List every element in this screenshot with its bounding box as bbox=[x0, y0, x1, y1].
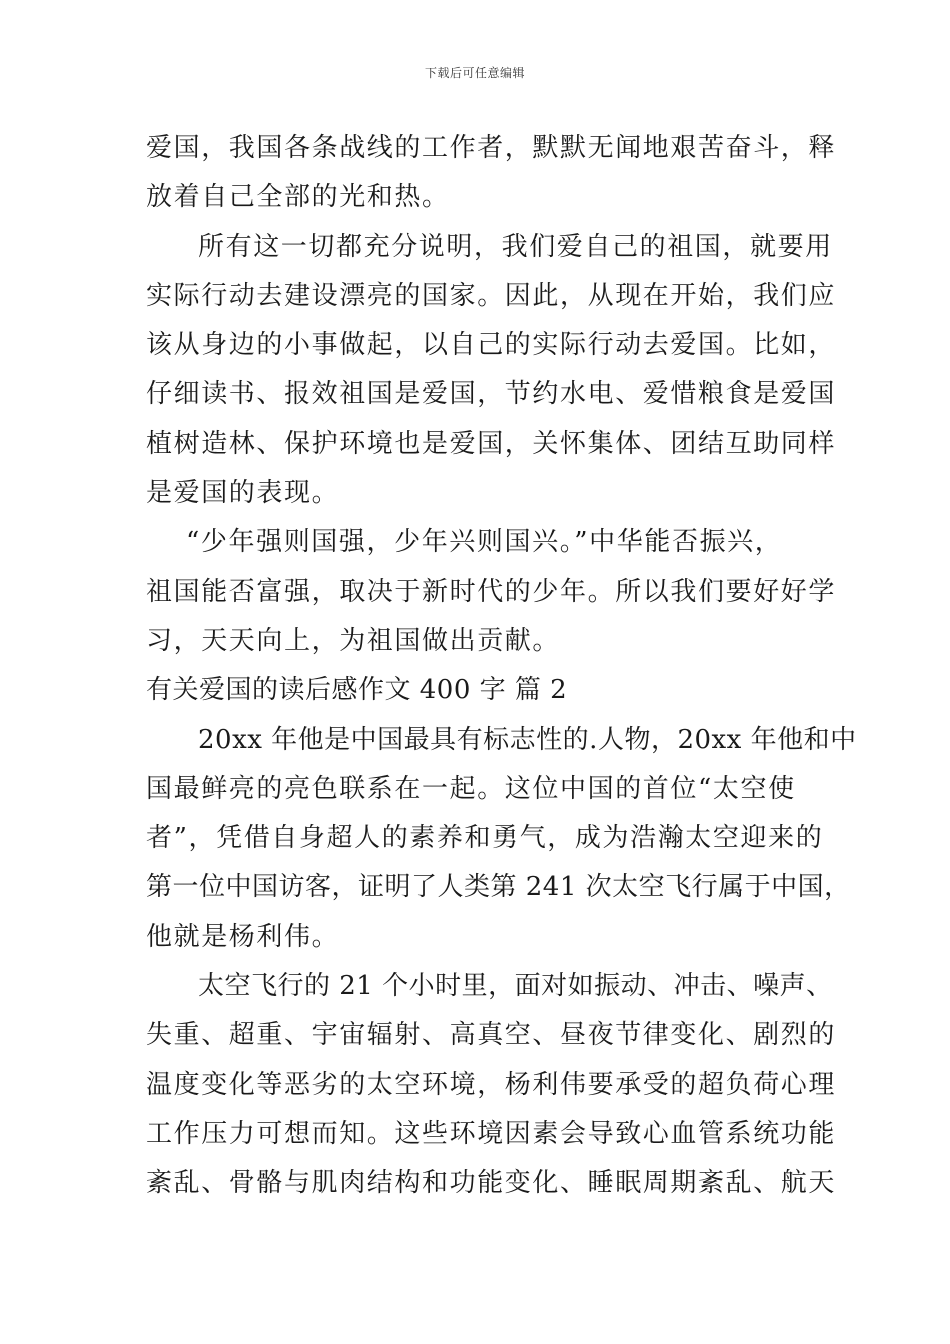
text-line: 仔细读书、报效祖国是爱国，节约水电、爱惜粮食是爱国 bbox=[146, 379, 837, 410]
text-line: 工作压力可想而知。这些环境因素会导致心血管系统功能 bbox=[146, 1118, 837, 1149]
paragraph-start-line: “少年强则国强，少年兴则国兴。”中华能否振兴， bbox=[186, 527, 783, 558]
section-heading: 有关爱国的读后感作文 400 字 篇 2 bbox=[146, 675, 568, 706]
paragraph-start-line: 所有这一切都充分说明，我们爱自己的祖国，就要用 bbox=[198, 231, 833, 262]
text-line: 植树造林、保护环境也是爱国，关怀集体、团结互助同样 bbox=[146, 428, 837, 459]
text-line: 失重、超重、宇宙辐射、高真空、昼夜节律变化、剧烈的 bbox=[146, 1020, 837, 1051]
text-line: 是爱国的表现。 bbox=[146, 478, 340, 509]
text-line: 该从身边的小事做起，以自己的实际行动去爱国。比如， bbox=[146, 330, 837, 361]
text-line: 放着自己全部的光和热。 bbox=[146, 182, 450, 213]
text-line: 祖国能否富强，取决于新时代的少年。所以我们要好好学 bbox=[146, 576, 837, 607]
header-note: 下载后可任意编辑 bbox=[424, 66, 525, 80]
document-body bbox=[146, 124, 857, 1209]
text-line: 爱国，我国各条战线的工作者，默默无闻地艰苦奋斗，释 bbox=[146, 133, 837, 163]
text-line: 者”，凭借自身超人的素养和勇气，成为浩瀚太空迎来的 bbox=[146, 823, 824, 854]
text-line: 第一位中国访客，证明了人类第 241 次太空飞行属于中国， bbox=[146, 872, 851, 903]
text-line: 国最鲜亮的亮色联系在一起。这位中国的首位“太空使 bbox=[146, 773, 796, 804]
text-line: 他就是杨利伟。 bbox=[146, 921, 340, 952]
text-line: 实际行动去建设漂亮的国家。因此，从现在开始，我们应 bbox=[146, 280, 837, 311]
text-line: 温度变化等恶劣的太空环境，杨利伟要承受的超负荷心理 bbox=[146, 1069, 837, 1100]
text-line: 紊乱、骨骼与肌肉结构和功能变化、睡眠周期紊乱、航天 bbox=[146, 1168, 837, 1199]
paragraph-start-line: 20xx 年他是中国最具有标志性的.人物，20xx 年他和中 bbox=[198, 724, 857, 755]
text-line: 习，天天向上，为祖国做出贡献。 bbox=[146, 625, 561, 656]
paragraph-start-line: 太空飞行的 21 个小时里，面对如振动、冲击、噪声、 bbox=[198, 971, 833, 1002]
